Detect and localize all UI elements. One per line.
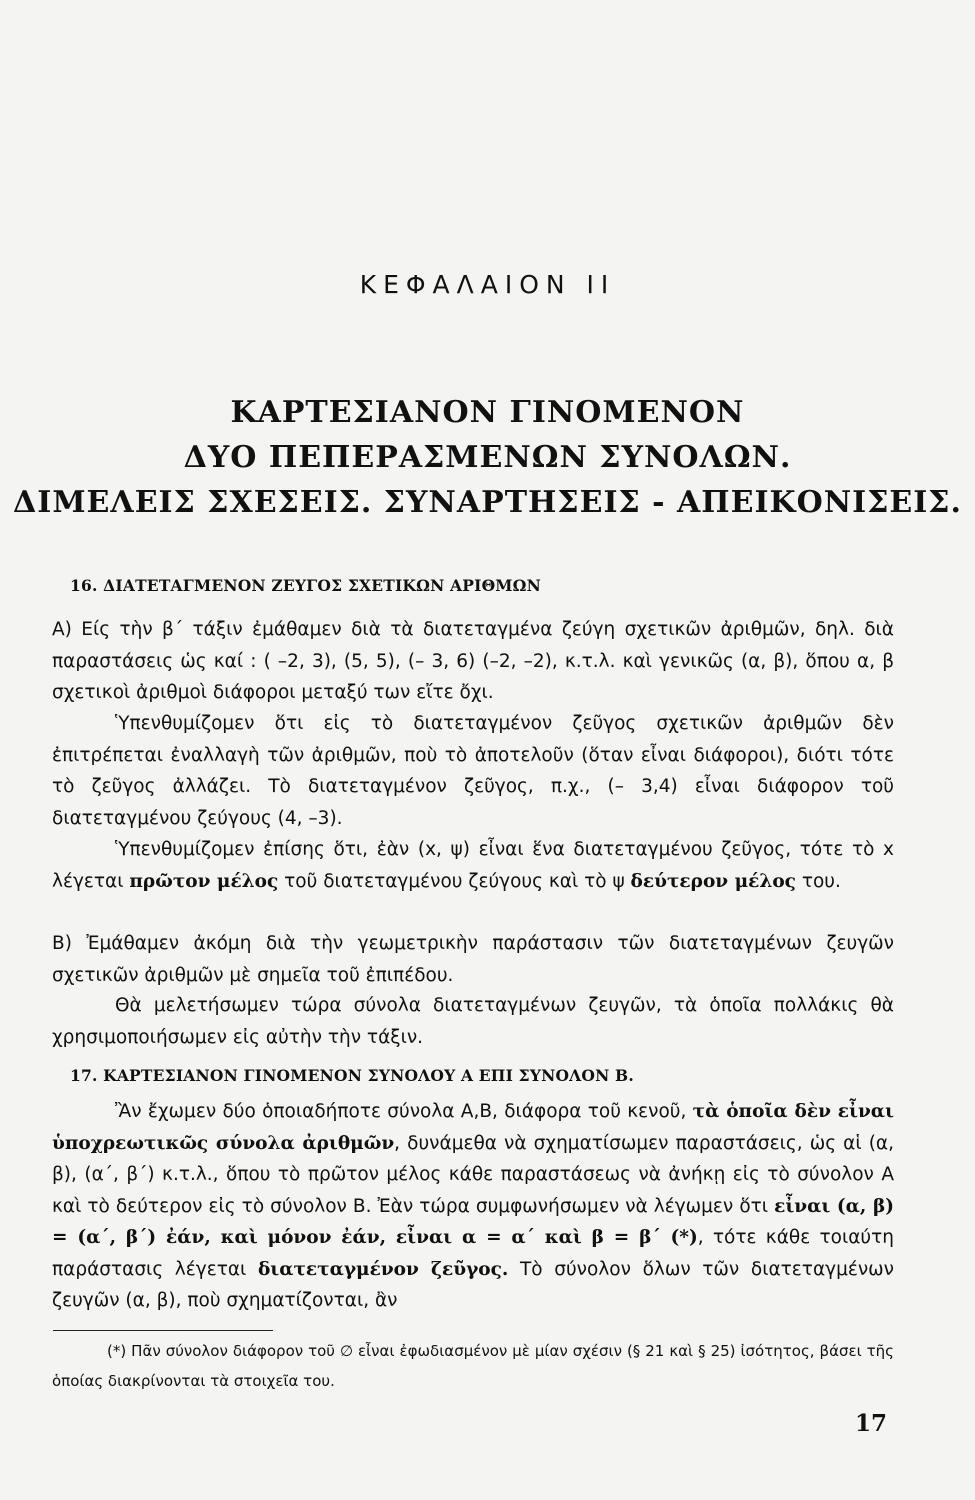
section-17-heading: 17. ΚΑΡΤΕΣΙΑΝΟΝ ΓΙΝΟΜΕΝΟΝ ΣΥΝΟΛΟΥ Α ΕΠΙ ΣΥΝΟΛΟΝ Β. — [70, 1066, 634, 1085]
paragraph-17-bold-2: εἶναι (α, β) = (α΄, β΄) ἐάν, καὶ μόνον ἐάν, εἶναι α = α΄ καὶ β = β΄ (*) — [52, 1195, 894, 1248]
paragraph-17 — [52, 1096, 894, 1317]
page-number: 17 — [855, 1410, 888, 1437]
paragraph-c-text-1: Ὑπενθυμίζομεν ἐπίσης ὅτι, ἐὰν (x, ψ) εἶναι ἕνα διατεταγμένου ζεῦγος, τότε τὸ x λέγεται — [52, 839, 894, 892]
paragraph-e: Θὰ μελετήσωμεν τώρα σύνολα διατεταγμένων ζευγῶν, τὰ ὁποῖα πολλάκις θὰ χρησιμοποιήσωμεν εἰς αὐτὴν τὴν τάξιν. — [52, 995, 894, 1048]
section-16-heading: 16. ΔΙΑΤΕΤΑΓΜΕΝΟΝ ΖΕΥΓΟΣ ΣΧΕΤΙΚΩΝ ΑΡΙΘΜΩΝ — [70, 576, 542, 595]
paragraph-17-bold-1: τὰ ὁποῖα δὲν εἶναι ὑποχρεωτικῶς σύνολα ἀριθμῶν — [52, 1101, 894, 1154]
paragraph-17-text-1: Ἂν ἔχωμεν δύο ὁποιαδήποτε σύνολα Α,Β, διάφορα τοῦ κενοῦ, — [115, 1101, 693, 1122]
paragraph-b: Ὑπενθυμίζομεν ὅτι εἰς τὸ διατεταγμένον ζεῦγος σχετικῶν ἀριθμῶν δὲν ἐπιτρέπεται ἐναλλαγὴ τῶν ἀριθμῶν, ποὺ τὸ ἀποτελοῦν (ὅταν εἶναι διάφοροι), διότι τότε τὸ ζεῦγος ἀλλάζει. Τὸ διατεταγμένον ζεῦγος, π.χ., (– 3,4) εἶναι διάφορον τοῦ διατεταγμένου ζεύγους (4, –3). — [52, 713, 894, 829]
paragraph-a: Α) Είς τὴν β΄ τάξιν ἐμάθαμεν διὰ τὰ διατεταγμένα ζεύγη σχετικῶν ἀριθμῶν, δηλ. διὰ παραστάσεις ὡς καί : ( –2, 3), (5, 5), (– 3, 6) (–2, –2), κ.τ.λ. καὶ γενικῶς (α, β), ὅπου α, β σχετικοὶ ἀριθμοὶ διάφοροι μεταξύ των εἴτε ὄχι. — [52, 619, 894, 703]
footnote-divider — [53, 1330, 273, 1331]
paragraph-17-text-2: , δυνάμεθα νὰ σχηματίσωμεν παραστάσεις, ὡς αἱ (α, β), (α΄, β΄) κ.τ.λ., ὅπου τὸ πρῶτον μέλος κάθε παραστάσεως νὰ ἀνήκῃ εἰς τὸ σύνολον Α καὶ τὸ δεύτερον εἰς τὸ σύνολον Β. Ἐὰν τώρα συμφωνήσωμεν νὰ λέγωμεν ὅτι — [52, 1132, 894, 1217]
paragraph-17-text-3: , τότε κάθε τοιαύτη παράστασις λέγεται — [52, 1227, 894, 1280]
paragraph-17-bold-3: διατεταγμένον ζεῦγος. — [257, 1258, 509, 1280]
paragraph-c-text-3: του. — [795, 870, 841, 892]
title-line-2: ΔΥΟ ΠΕΠΕΡΑΣΜΕΝΩΝ ΣΥΝΟΛΩΝ. — [183, 440, 792, 475]
chapter-label: ΚΕΦΑΛΑΙΟΝ ΙΙ — [359, 270, 616, 299]
term-second-member: δεύτερον μέλος — [630, 870, 796, 892]
title-line-3: ΔΙΜΕΛΕΙΣ ΣΧΕΣΕΙΣ. ΣΥΝΑΡΤΗΣΕΙΣ - ΑΠΕΙΚΟΝΙΣΕΙΣ. — [13, 485, 962, 520]
footnote: (*) Πᾶν σύνολον διάφορον τοῦ ∅ εἶναι ἐφωδιασμένον μὲ μίαν σχέσιν (§ 21 καὶ § 25) ἰσότητος, βάσει τῆς ὁποίας διακρίνονται τὰ στοιχεῖα του. — [52, 1342, 894, 1390]
term-first-member: πρῶτον μέλος — [129, 870, 279, 892]
paragraph-c — [52, 834, 894, 897]
title-line-1: ΚΑΡΤΕΣΙΑΝΟΝ ΓΙΝΟΜΕΝΟΝ — [230, 395, 745, 430]
paragraph-c-text-2: τοῦ διατεταγμένου ζεύγους καὶ τὸ ψ — [278, 870, 631, 892]
paragraph-d: Β) Ἐμάθαμεν ἀκόμη διὰ τὴν γεωμετρικὴν παράστασιν τῶν διατεταγμένων ζευγῶν σχετικῶν ἀριθμῶν μὲ σημεῖα τοῦ ἐπιπέδου. — [52, 933, 894, 986]
paragraph-17-text-4: Τὸ σύνολον ὅλων τῶν διατεταγμένων ζευγῶν (α, β), ποὺ σχηματίζονται, ἂν — [52, 1258, 895, 1311]
